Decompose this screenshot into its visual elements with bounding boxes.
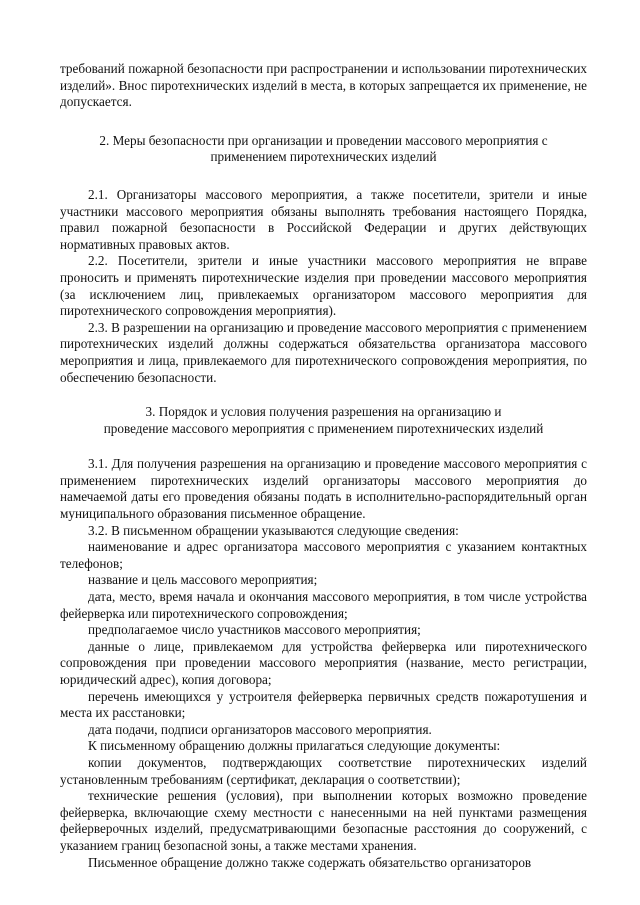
section-2-heading: 2. Меры безопасности при организации и проведении массового мероприятия с применением пиротехнических изделий — [99, 132, 548, 165]
paragraph-obligation: Письменное обращение должно также содержать обязательство организаторов — [88, 854, 532, 870]
paragraph-2-1: 2.1. Организаторы массового мероприятия, а также посетители, зрители и иные участники массового мероприятия обязаны выполнять требования настоящего Порядка, правил пожарной безопасности в Российской Федерации и других действующих нормативных правовых актов. — [60, 186, 587, 252]
document-body — [60, 61, 587, 871]
list-item-date-place: дата, место, время начала и окончания массового мероприятия, в том числе устройства фейерверка или пиротехнического сопровождения; — [60, 589, 587, 621]
section-3-heading-line-1: 3. Порядок и условия получения разрешения на организацию и — [145, 404, 502, 420]
paragraph-2-3: 2.3. В разрешении на организацию и проведение массового мероприятия с применением пиротехнических изделий должны содержаться обязательства организатора массового мероприятия и лица, привлекаемого для пиротехнического сопровождения мероприятия, по обеспечению безопасности. — [60, 319, 587, 385]
list-item-organizer: наименование и адрес организатора массового мероприятия с указанием контактных телефонов; — [60, 539, 587, 571]
list-item-technical-solutions: технические решения (условия), при выполнении которых возможно проведение фейерверка, включающие схему местности с нанесенными на ней пунктами размещения фейерверочных изделий, предусматривающими безопасные расстояния до сооружений, с указанием границ безопасной зоны, а также местами хранения. — [60, 788, 587, 853]
list-item-event-name: название и цель массового мероприятия; — [88, 572, 318, 588]
list-item-participants: предполагаемое число участников массового мероприятия; — [88, 622, 421, 638]
paragraph-2-2: 2.2. Посетители, зрители и иные участники массового мероприятия не вправе проносить и применять пиротехнические изделия при проведении массового мероприятия (за исключением лиц, привлекаемых организатором массового мероприятия для пиротехнического сопровождения мероприятия). — [60, 253, 587, 319]
list-item-certificates: копии документов, подтверждающих соответствие пиротехнических изделий установленным требованиям (сертификат, декларация о соответствии); — [60, 754, 587, 787]
list-item-signatures: дата подачи, подписи организаторов массового мероприятия. — [88, 721, 432, 737]
paragraph-attachments: К письменному обращению должны прилагаться следующие документы: — [88, 738, 501, 754]
list-item-pyro-person: данные о лице, привлекаемом для устройства фейерверка или пиротехнического сопровождения при проведении массового мероприятия (название, место регистрации, юридический адрес), копия договора; — [60, 638, 587, 687]
section-3-heading-line-2: проведение массового мероприятия с применением пиротехнических изделий — [103, 420, 544, 436]
paragraph-continuation: требований пожарной безопасности при распространении и использовании пиротехнических изделий». Внос пиротехнических изделий в места, в которых запрещается их применение, не допускается. — [60, 61, 587, 110]
paragraph-3-1: 3.1. Для получения разрешения на организацию и проведение массового мероприятия с применением пиротехнических изделий организаторы массового мероприятия до намечаемой даты его проведения обязаны подать в исполнительно-распорядительный орган муниципального образования письменное обращение. — [60, 456, 587, 522]
paragraph-3-2: 3.2. В письменном обращении указываются следующие сведения: — [88, 522, 459, 538]
list-item-fire-equipment: перечень имеющихся у устроителя фейерверка первичных средств пожаротушения и места их расстановки; — [60, 688, 587, 721]
